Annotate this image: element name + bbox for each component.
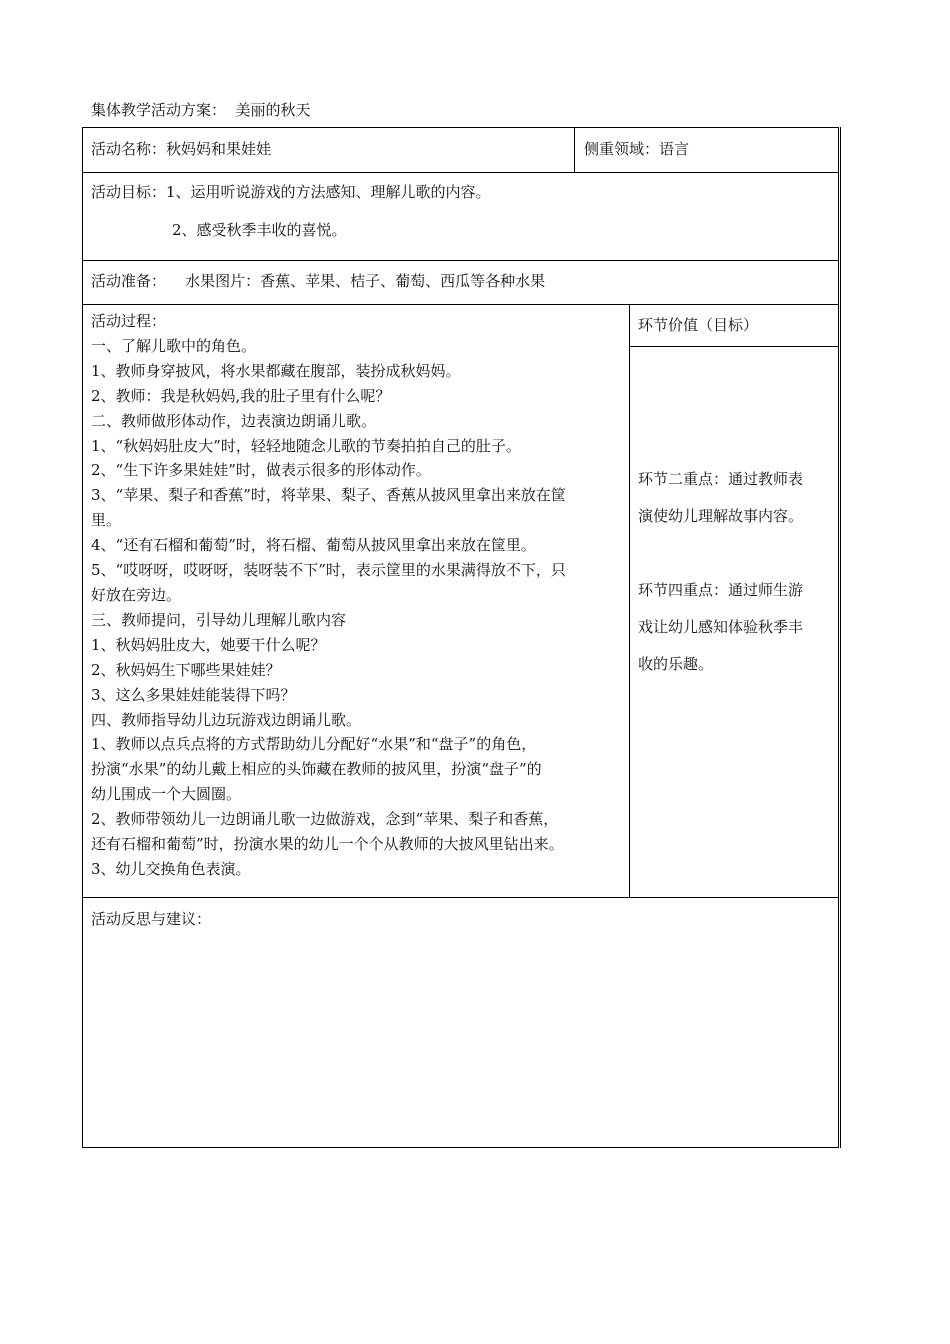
goal-line-2: 2、感受秋季丰收的喜悦。 (172, 221, 347, 239)
process-line: 好放在旁边。 (91, 585, 182, 604)
process-line: 5、“哎呀呀，哎呀呀，装呀装不下”时，表示筐里的水果满得放不下，只 (91, 561, 566, 580)
value-note-2 (638, 572, 803, 683)
process-cell (82, 304, 630, 898)
process-line: 1、“秋妈妈肚皮大”时，轻轻地随念儿歌的节奏拍拍自己的肚子。 (91, 436, 521, 455)
process-line: 一、了解儿歌中的角色。 (91, 336, 257, 355)
process-line: 2、教师：我是秋妈妈,我的肚子里有什么呢？ (91, 386, 391, 405)
process-line: 三、教师提问，引导幼儿理解儿歌内容 (91, 610, 347, 629)
goal-line-1: 活动目标：1、运用听说游戏的方法感知、理解儿歌的内容。 (91, 183, 491, 201)
value-note-line: 收的乐趣。 (638, 655, 714, 673)
process-line: 4、“还有石榴和葡萄”时，将石榴、葡萄从披风里拿出来放在筐里。 (91, 536, 536, 555)
goals-cell (82, 172, 839, 261)
value-note-line: 环节四重点：通过师生游 (638, 581, 804, 599)
process-line: 里。 (91, 511, 122, 530)
process-line: 1、教师以点兵点将的方式帮助幼儿分配好“水果”和“盘子”的角色， (91, 735, 537, 754)
process-line: 活动过程： (91, 312, 167, 330)
value-header-cell (629, 304, 839, 347)
process-line: 1、秋妈妈肚皮大，她要干什么呢？ (91, 635, 326, 654)
process-line: 3、“苹果、梨子和香蕉”时，将苹果、梨子、香蕉从披风里拿出来放在筐 (91, 486, 566, 505)
process-line: 2、秋妈妈生下哪些果娃娃？ (91, 660, 281, 679)
process-line: 1、教师身穿披风，将水果都藏在腹部，装扮成秋妈妈。 (91, 361, 461, 380)
process-line: 四、教师指导幼儿边玩游戏边朗诵儿歌。 (91, 710, 362, 729)
table-right-edge (840, 127, 841, 1148)
reflection-label: 活动反思与建议： (91, 910, 212, 928)
preparation: 活动准备： 水果图片：香蕉、苹果、桔子、葡萄、西瓜等各种水果 (91, 272, 546, 290)
process-line: 幼儿围成一个大圆圈。 (91, 785, 242, 804)
activity-name-cell (82, 127, 575, 173)
focus-area-cell (574, 127, 839, 173)
process-line: 2、“生下许多果娃娃”时，做表示很多的形体动作。 (91, 461, 431, 480)
reflection-cell (82, 897, 839, 1148)
document-title: 集体教学活动方案： 美丽的秋天 (91, 101, 311, 119)
process-line: 2、教师带领幼儿一边朗诵儿歌一边做游戏，念到“苹果、梨子和香蕉， (91, 810, 559, 829)
preparation-cell (82, 260, 839, 305)
process-line: 3、幼儿交换角色表演。 (91, 859, 251, 878)
process-line: 3、这么多果娃娃能装得下吗？ (91, 685, 296, 704)
process-lines (91, 309, 566, 882)
value-notes-cell (629, 346, 839, 898)
value-note-line: 戏让幼儿感知体验秋季丰 (638, 618, 804, 636)
process-line: 还有石榴和葡萄”时，扮演水果的幼儿一个个从教师的大披风里钻出来。 (91, 835, 564, 854)
value-note-line: 演使幼儿理解故事内容。 (638, 507, 804, 525)
activity-name: 活动名称：秋妈妈和果娃娃 (91, 140, 272, 158)
process-line: 扮演“水果”的幼儿戴上相应的头饰藏在教师的披风里，扮演“盘子”的 (91, 760, 542, 779)
focus-area: 侧重领域：语言 (584, 140, 690, 158)
value-note-1 (638, 461, 803, 535)
value-header: 环节价值（目标） (638, 316, 759, 334)
process-line: 二、教师做形体动作，边表演边朗诵儿歌。 (91, 411, 377, 430)
value-note-line: 环节二重点：通过教师表 (638, 470, 804, 488)
